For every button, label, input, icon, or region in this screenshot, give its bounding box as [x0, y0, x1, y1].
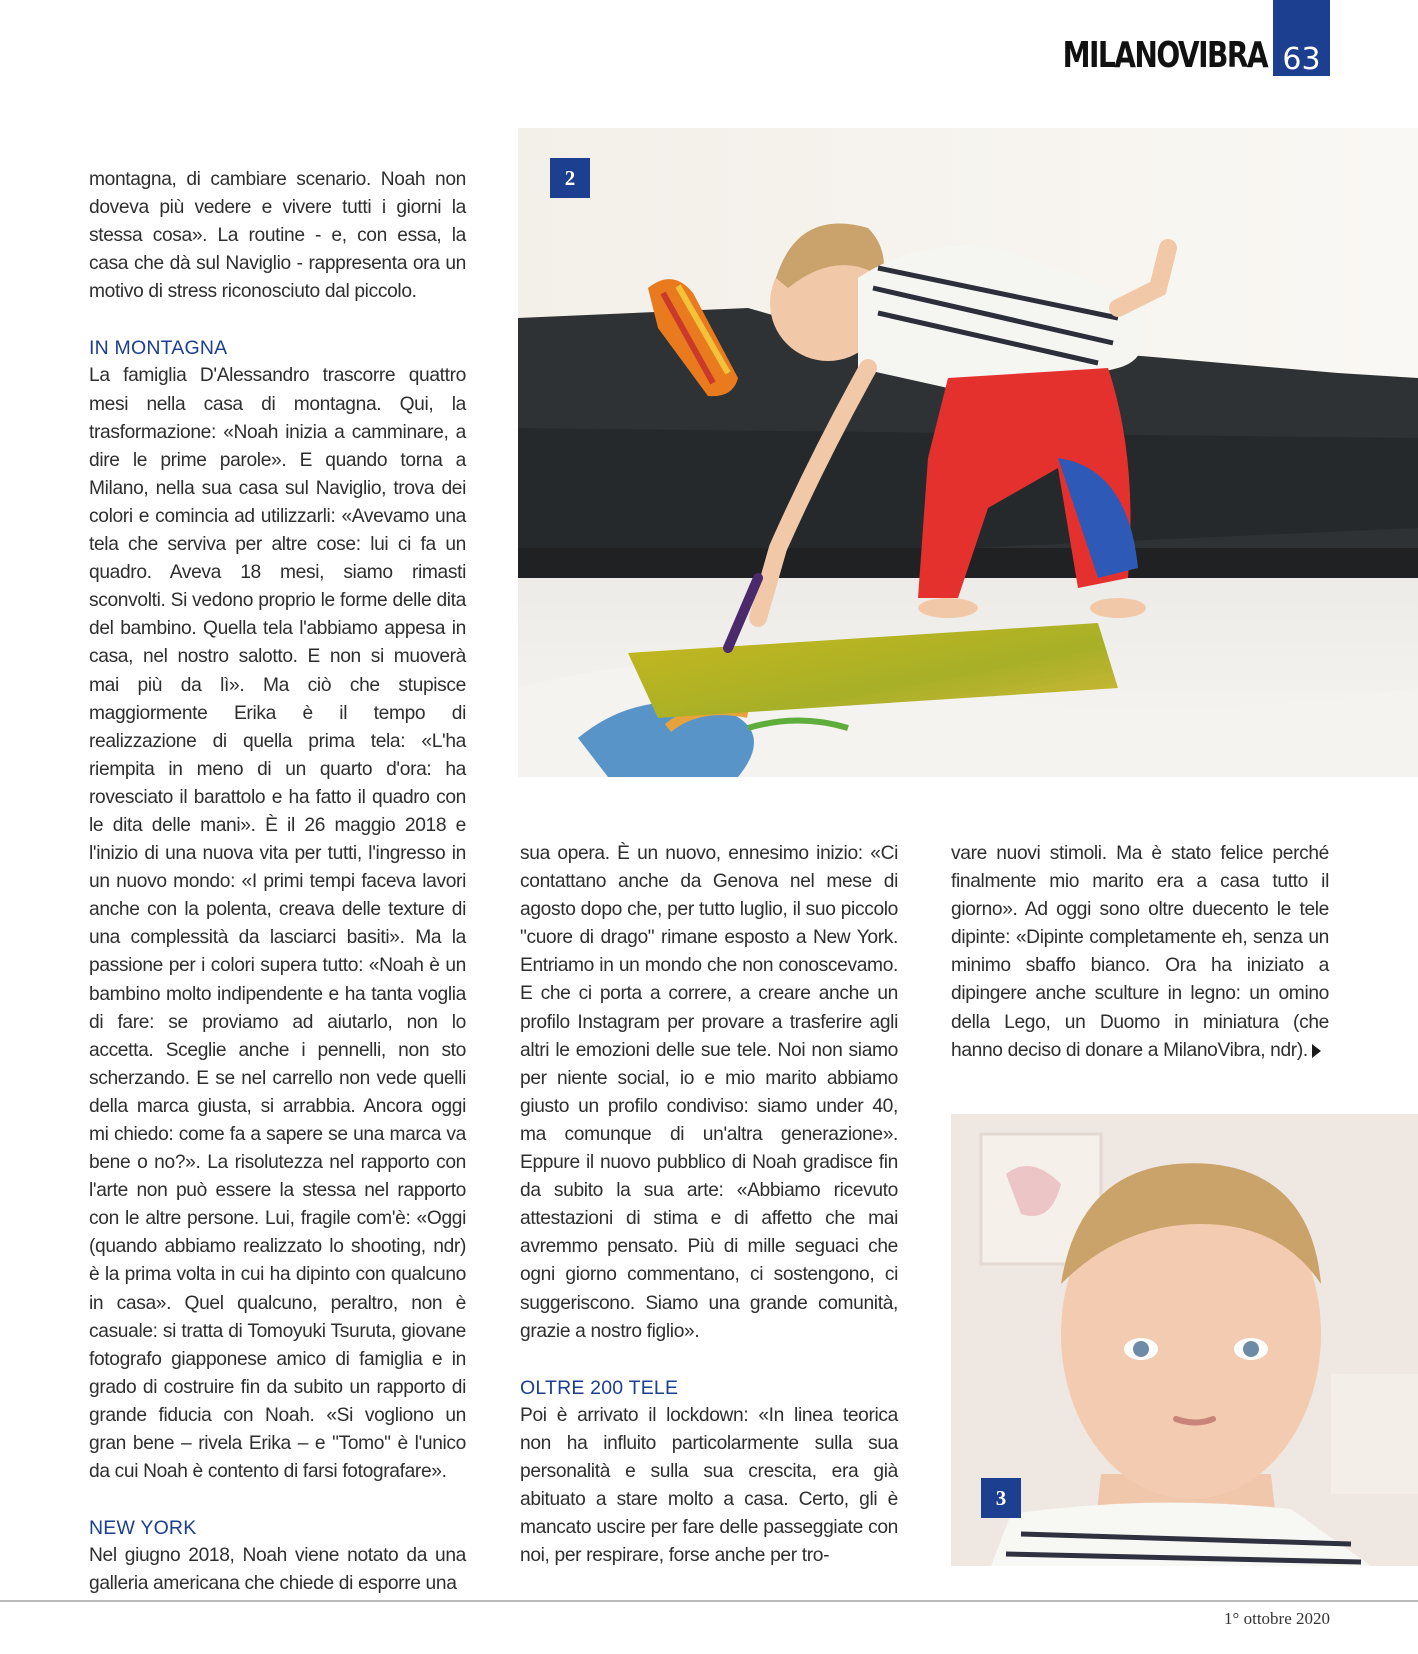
page-number: 63 [1282, 42, 1321, 77]
article-column-left [89, 166, 466, 1598]
article-column-right [951, 840, 1329, 1065]
section-heading-new-york: NEW YORK [89, 1517, 197, 1540]
end-of-article-icon [1312, 1044, 1321, 1058]
magazine-logo: MILANOVIBRA [1062, 35, 1267, 76]
portrait-illustration [951, 1114, 1418, 1566]
article-column-middle [520, 840, 898, 1570]
footer-rule [0, 1600, 1418, 1602]
section-heading-oltre-200-tele: OLTRE 200 TELE [520, 1376, 679, 1399]
paragraph: montagna, di cambiare scenario. Noah non doveva più vedere e vivere tutti i giorni la stessa cosa». La routine - e, con essa, la casa che dà sul Naviglio - rappresenta ora un motivo di stress riconosciuto dal piccolo. [89, 169, 466, 303]
page-number-box [1273, 0, 1330, 76]
paragraph: sua opera. È un nuovo, ennesimo inizio: «Ci contattano anche da Genova nel mese di agosto dopo che, per tutto luglio, il suo piccolo "cuore di drago" rimane esposto a New York. Entriamo in un mondo che non conoscevamo. E che ci porta a correre, a creare anche un profilo Instagram per provare a trasferire agli altri le emozioni delle sue tele. Noi non siamo per niente social, io e mio marito abbiamo giusto un profilo condiviso: siamo under 40, ma comunque di un'altra generazione». Eppure il nuovo pubblico di Noah gradisce fin da subito la sua arte: «Abbiamo ricevuto attestazioni di stima e di affetto che mai avremmo pensato. Più di mille seguaci che ogni giorno commentano, ci sostengono, ci suggeriscono. Siamo una grande comunità, grazie a nostro figlio». [520, 843, 898, 1342]
photo-child-portrait [951, 1114, 1418, 1566]
paragraph: La famiglia D'Alessandro trascorre quattro mesi nella casa di montagna. Qui, la trasformazione: «Noah inizia a camminare, a dire le prime parole». E quando torna a Milano, nella sua casa sul Naviglio, trova dei colori e comincia ad utilizzarli: «Avevamo una tela che serviva per altre cose: lui ci fa un quadro. Aveva 18 mesi, siamo rimasti sconvolti. Si vedono proprio le forme delle dita del bambino. Quella tela l'abbiamo appesa in casa, nel nostro salotto. E non si muoverà mai più da lì». Ma ciò che stupisce maggiormente Erika è il tempo di realizzazione di quella prima tela: «L'ha riempita in meno di un quarto d'ora: ha rovesciato il barattolo e ha fatto il quadro con le dita delle mani». È il 26 maggio 2018 e l'inizio di una nuova vita per tutti, l'ingresso in un nuovo mondo: «I primi tempi faceva lavori anche con la polenta, creava delle texture di una complessità da lasciarci basiti». Ma la passione per i colori supera tutto: «Noah è un bambino molto indipendente e ha tanta voglia di fare: se proviamo ad aiutarlo, non lo accetta. Sceglie anche i pennelli, non sto scherzando. E se nel carrello non vede quelli della marca giusta, si arrabbia. Ancora oggi mi chiedo: come fa a sapere se una marca va bene o no?». La risolutezza nel rapporto con l'arte non può essere la stessa nel rapporto con le altre persone. Lui, fragile com'è: «Oggi (quando abbiamo realizzato lo shooting, ndr) è la prima volta in cui ha dipinto con qualcuno in casa». Quel qualcuno, peraltro, non è casuale: si tratta di Tomoyuki Tsuruta, giovane fotografo giapponese amico di famiglia e in grado di costruire fin da subito un rapporto di grande fiducia con Noah. «Si vogliono un gran bene – rivela Erika – e "Tomo" è l'unico da cui Noah è contento di farsi fotografare». [89, 365, 466, 1483]
photo-badge-3: 3 [981, 1478, 1021, 1518]
paragraph-end [951, 840, 1329, 1065]
issue-date: 1° ottobre 2020 [1224, 1609, 1330, 1628]
paragraph: Poi è arrivato il lockdown: «In linea teorica non ha influito particolarmente sulla sua personalità e sulla sua crescita, era già abituato a stare molto a casa. Certo, gli è mancato uscire per fare delle passeggiate con noi, per respirare, forse anche per tro- [520, 1404, 898, 1567]
painting-scene-illustration [518, 128, 1418, 777]
section-heading-in-montagna: IN MONTAGNA [89, 337, 228, 360]
photo-badge-2: 2 [550, 158, 590, 198]
paragraph-text: vare nuovi stimoli. Ma è stato felice perché finalmente mio marito era a casa tutto il giorno». Ad oggi sono oltre duecento le tele dipinte: «Dipinte completamente eh, senza un minimo sbaffo bianco. Ora ha iniziato a dipingere anche sculture in legno: un omino della Lego, un Duomo in miniatura (che hanno deciso di donare a MilanoVibra, ndr). [951, 843, 1329, 1061]
photo-child-painting [518, 128, 1418, 777]
paragraph: Nel giugno 2018, Noah viene notato da una galleria americana che chiede di esporre una [89, 1545, 466, 1595]
page-header [1005, 0, 1330, 76]
